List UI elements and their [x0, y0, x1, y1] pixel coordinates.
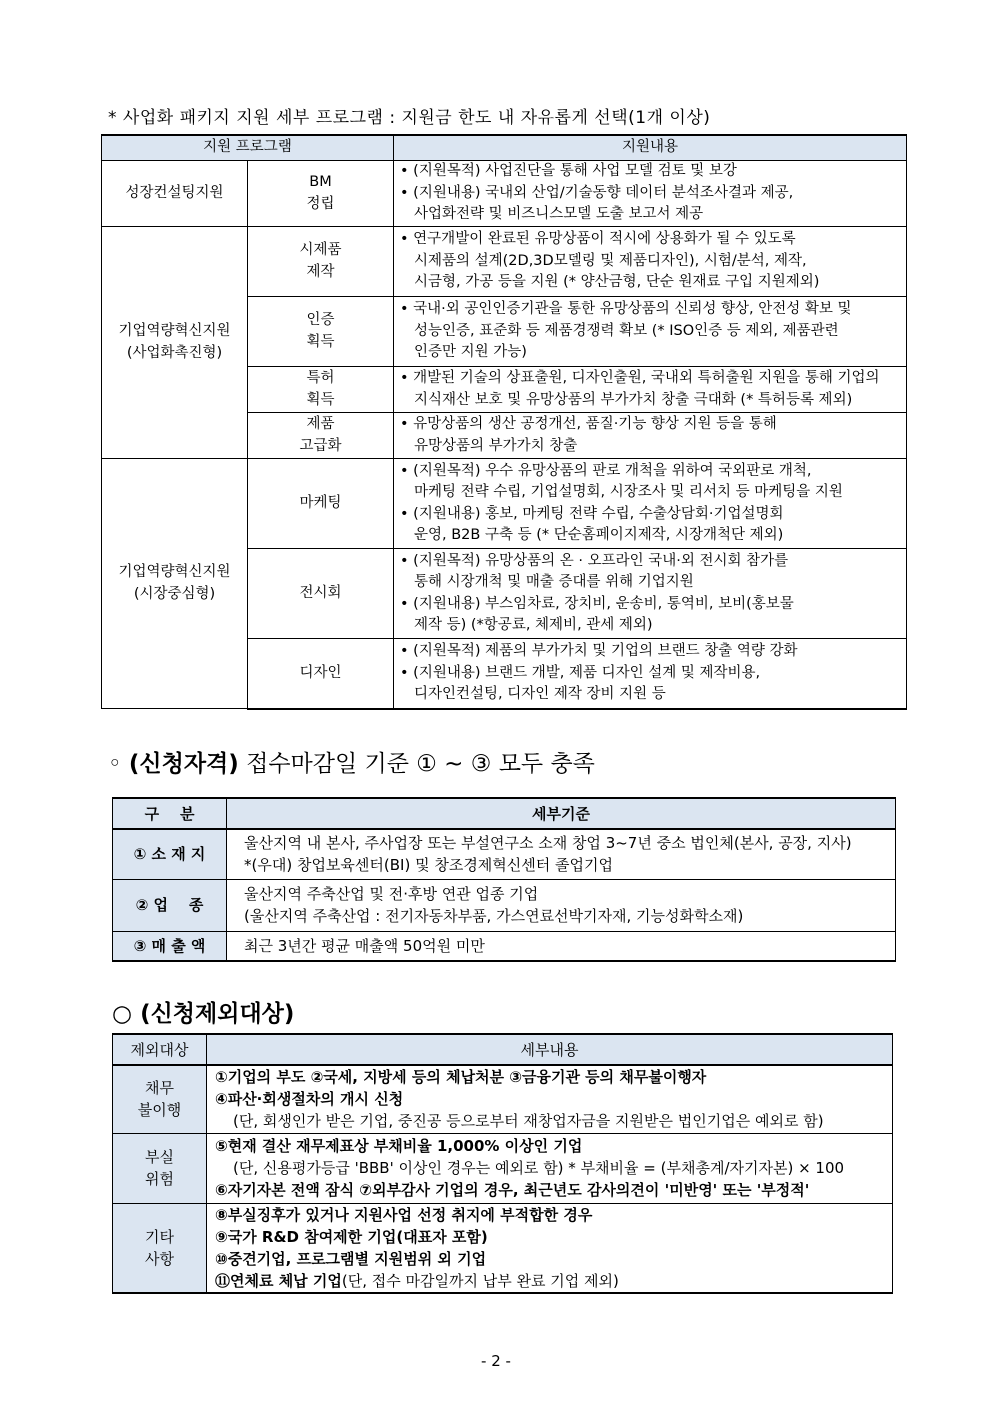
exclusion-label-line: 채무: [145, 1079, 174, 1098]
detail-bullet-line: • (지원내용) 브랜드 개발, 제품 디자인 설계 및 제작비용,: [400, 663, 906, 685]
eligibility-title-rest: 접수마감일 기준 ① ~ ③ 모두 충족: [238, 751, 595, 777]
detail-continuation-line: 시제품의 설계(2D,3D모델링 및 제품디자인), 시험/분석, 제작,: [414, 252, 807, 269]
eligibility-detail-line: 최근 3년간 평균 매출액 50억원 미만: [244, 936, 485, 955]
detail-bullet-line: • (지원내용) 부스임차료, 장치비, 운송비, 통역비, 보비(홍보물: [400, 594, 906, 616]
exclusion-detail-line: ⑩중견기업, 프로그램별 지원범위 외 기업: [215, 1249, 487, 1268]
program-sub-line: 제품: [306, 416, 335, 432]
detail-continuation-line: 제작 등) (*항공료, 체제비, 관세 제외): [414, 617, 653, 633]
program-table: [101, 134, 907, 710]
program-sub: [248, 639, 394, 709]
program-group: [102, 459, 248, 709]
exclusion-detail-line: [215, 1270, 892, 1292]
detail-bullet-line: • (지원목적) 제품의 부가가치 및 기업의 브랜드 창출 역량 강화: [400, 641, 906, 663]
program-detail: [394, 639, 907, 709]
detail-continuation-line: 시금형, 가공 등을 지원 (* 양산금형, 단순 원재료 구입 지원제외): [414, 274, 820, 291]
eligibility-detail: [227, 829, 896, 879]
table-row: [113, 931, 896, 961]
program-group-line: 성장컨설팅지원: [125, 184, 224, 201]
program-sub: [248, 297, 394, 367]
detail-bullet-line: • 국내·외 공인인증기관을 통한 유망상품의 신뢰성 향상, 안전성 확보 및: [400, 299, 906, 321]
exclusion-label-line: 위험: [145, 1170, 174, 1188]
program-sub-line: 획득: [306, 391, 335, 408]
program-sub: [248, 413, 394, 459]
exclusion-label-line: 기타: [145, 1227, 174, 1246]
program-sub: [248, 367, 394, 413]
program-sub-line: 제작: [306, 263, 335, 280]
exclusion-detail-line: ⑨국가 R&D 참여제한 기업(대표자 포함): [215, 1227, 488, 1246]
detail-bullet-line: • (지원내용) 국내외 산업/기술동향 데이터 분석조사결과 제공,: [400, 183, 906, 205]
program-detail: [394, 161, 907, 227]
exclusion-detail: [207, 1203, 893, 1293]
program-detail: [394, 413, 907, 459]
exclusion-detail-line: ⑧부실징후가 있거나 지원사업 선정 취지에 부적합한 경우: [215, 1205, 593, 1224]
program-group-line: (사업화촉진형): [126, 344, 223, 361]
program-group-line: (시장중심형): [133, 585, 216, 602]
program-sub: [248, 161, 394, 227]
exclusion-label-line: 불이행: [137, 1101, 182, 1120]
detail-continuation-line: 운영, B2B 구축 등 (* 단순홈페이지제작, 시장개척단 제외): [414, 527, 784, 543]
program-sub: [248, 227, 394, 297]
detail-continuation-line: 성능인증, 표준화 등 제품경쟁력 확보 (* ISO인증 등 제외, 제품관련: [414, 322, 839, 339]
exclusion-detail-line: ④파산·회생절차의 개시 신청: [215, 1090, 404, 1109]
eligibility-detail-line: 울산지역 주축산업 및 전·후방 연관 업종 기업: [244, 885, 539, 903]
exclusion-table: [112, 1033, 893, 1294]
exclusion-detail-line: ⑥자기자본 전액 잠식 ⑦외부감사 기업의 경우, 최근년도 감사의견이 '미반영' 또는 '부정적': [215, 1181, 810, 1199]
exclusion-detail-line: (단, 신용평가등급 'BBB' 이상인 경우는 예외로 함) * 부채비율 = (부채총계/자기자본) × 100: [233, 1159, 845, 1177]
detail-continuation-line: 지식재산 보호 및 유망상품의 부가가치 창출 극대화 (* 특허등록 제외): [414, 391, 853, 408]
detail-bullet-line: • (지원내용) 홍보, 마케팅 전략 수립, 수출상담회·기업설명회: [400, 504, 906, 526]
exclusion-detail-rest: (단, 접수 마감일까지 납부 완료 기업 제외): [341, 1271, 619, 1290]
detail-bullet-line: • 개발된 기술의 상표출원, 디자인출원, 국내외 특허출원 지원을 통해 기업의: [400, 368, 906, 390]
program-detail: [394, 227, 907, 297]
table-row: [113, 879, 896, 931]
program-detail: [394, 459, 907, 549]
table-row: [113, 1203, 893, 1293]
detail-continuation-line: 인증만 지원 가능): [414, 344, 527, 361]
eligibility-label: ① 소 재 지: [113, 829, 227, 879]
table-row: [113, 1065, 893, 1133]
detail-continuation-line: 유망상품의 부가가치 창출: [414, 437, 578, 454]
program-sub: [248, 459, 394, 549]
eligibility-bullet: ◦: [108, 751, 122, 777]
table-row: [102, 459, 907, 549]
exclusion-header-target: 제외대상: [113, 1034, 207, 1065]
program-sub-line: 정립: [306, 195, 335, 212]
detail-bullet-line: • (지원목적) 우수 유망상품의 판로 개척을 위하여 국외판로 개척,: [400, 461, 906, 483]
eligibility-header-category: 구 분: [113, 798, 227, 829]
table-row: [102, 227, 907, 297]
program-sub-line: BM: [309, 174, 332, 190]
exclusion-header-detail: 세부내용: [207, 1034, 893, 1065]
eligibility-detail-line: *(우대) 창업보육센터(BI) 및 창조경제혁신센터 졸업기업: [244, 856, 613, 875]
program-sub-line: 획득: [306, 333, 335, 350]
eligibility-label: ③ 매 출 액: [113, 931, 227, 961]
program-sub: [248, 549, 394, 639]
detail-bullet-line: • (지원목적) 유망상품의 온 · 오프라인 국내·외 전시회 참가를: [400, 551, 906, 573]
program-sub-line: 마케팅: [299, 494, 342, 511]
program-sub-line: 시제품: [299, 242, 342, 258]
program-sub-line: 전시회: [299, 584, 342, 601]
exclusion-title: ○ (신청제외대상): [112, 1001, 295, 1027]
exclusion-detail-line: ⑤현재 결산 재무제표상 부채비율 1,000% 이상인 기업: [215, 1137, 583, 1155]
exclusion-detail: [207, 1065, 893, 1133]
detail-continuation-line: 디자인컨설팅, 디자인 제작 장비 지원 등: [414, 686, 666, 702]
exclusion-detail-bold: ⑪연체료 체납 기업: [215, 1271, 342, 1290]
eligibility-title-bold: (신청자격): [128, 751, 239, 777]
header-content: 지원내용: [394, 135, 907, 161]
table-row: [102, 161, 907, 227]
eligibility-header-criteria: 세부기준: [227, 798, 896, 829]
program-group: [102, 227, 248, 459]
eligibility-label: ② 업 종: [113, 879, 227, 931]
detail-bullet-line: • (지원목적) 사업진단을 통해 사업 모델 검토 및 보강: [400, 161, 906, 183]
program-sub-line: 특허: [306, 370, 335, 386]
table-row: [113, 1133, 893, 1203]
exclusion-detail: [207, 1133, 893, 1203]
program-sub-line: 고급화: [299, 437, 342, 454]
exclusion-label: [113, 1133, 207, 1203]
program-group: [102, 161, 248, 227]
eligibility-detail: [227, 931, 896, 961]
detail-bullet-line: • 유망상품의 생산 공정개선, 품질·기능 향상 지원 등을 통해: [400, 414, 906, 436]
detail-continuation-line: 통해 시장개척 및 매출 증대를 위해 기업지원: [414, 574, 694, 590]
eligibility-title: [108, 745, 595, 778]
detail-continuation-line: 마케팅 전략 수립, 기업설명회, 시장조사 및 리서치 등 마케팅을 지원: [414, 484, 843, 500]
table-row: [113, 829, 896, 879]
program-detail: [394, 549, 907, 639]
exclusion-detail-line: ①기업의 부도 ②국세, 지방세 등의 체납처분 ③금융기관 등의 채무불이행자: [215, 1068, 707, 1087]
program-table-title: * 사업화 패키지 지원 세부 프로그램 : 지원금 한도 내 자유롭게 선택(1개 이상): [108, 108, 711, 128]
program-detail: [394, 297, 907, 367]
eligibility-detail: [227, 879, 896, 931]
exclusion-label: [113, 1065, 207, 1133]
page-number: - 2 -: [481, 1352, 511, 1370]
header-program: 지원 프로그램: [102, 135, 394, 161]
program-group-line: 기업역량혁신지원: [118, 323, 231, 339]
exclusion-label-line: 부실: [145, 1148, 174, 1166]
eligibility-table: [112, 797, 896, 962]
exclusion-detail-line: (단, 회생인가 받은 기업, 중진공 등으로부터 재창업자금을 지원받은 법인기업은 예외로 함): [233, 1112, 824, 1131]
exclusion-label: [113, 1203, 207, 1293]
program-sub-line: 디자인: [299, 664, 342, 681]
program-detail: [394, 367, 907, 413]
detail-continuation-line: 사업화전략 및 비즈니스모델 도출 보고서 제공: [414, 206, 704, 223]
eligibility-detail-line: (울산지역 주축산업 : 전기자동차부품, 가스연료선박기자재, 기능성화학소재): [244, 907, 744, 925]
program-group-line: 기업역량혁신지원: [118, 564, 231, 580]
program-sub-line: 인증: [306, 312, 335, 328]
exclusion-label-line: 사항: [145, 1249, 174, 1268]
detail-bullet-line: • 연구개발이 완료된 유망상품이 적시에 상용화가 될 수 있도록: [400, 229, 906, 251]
eligibility-detail-line: 울산지역 내 본사, 주사업장 또는 부설연구소 소재 창업 3~7년 중소 법인체(본사, 공장, 지사): [244, 834, 852, 853]
